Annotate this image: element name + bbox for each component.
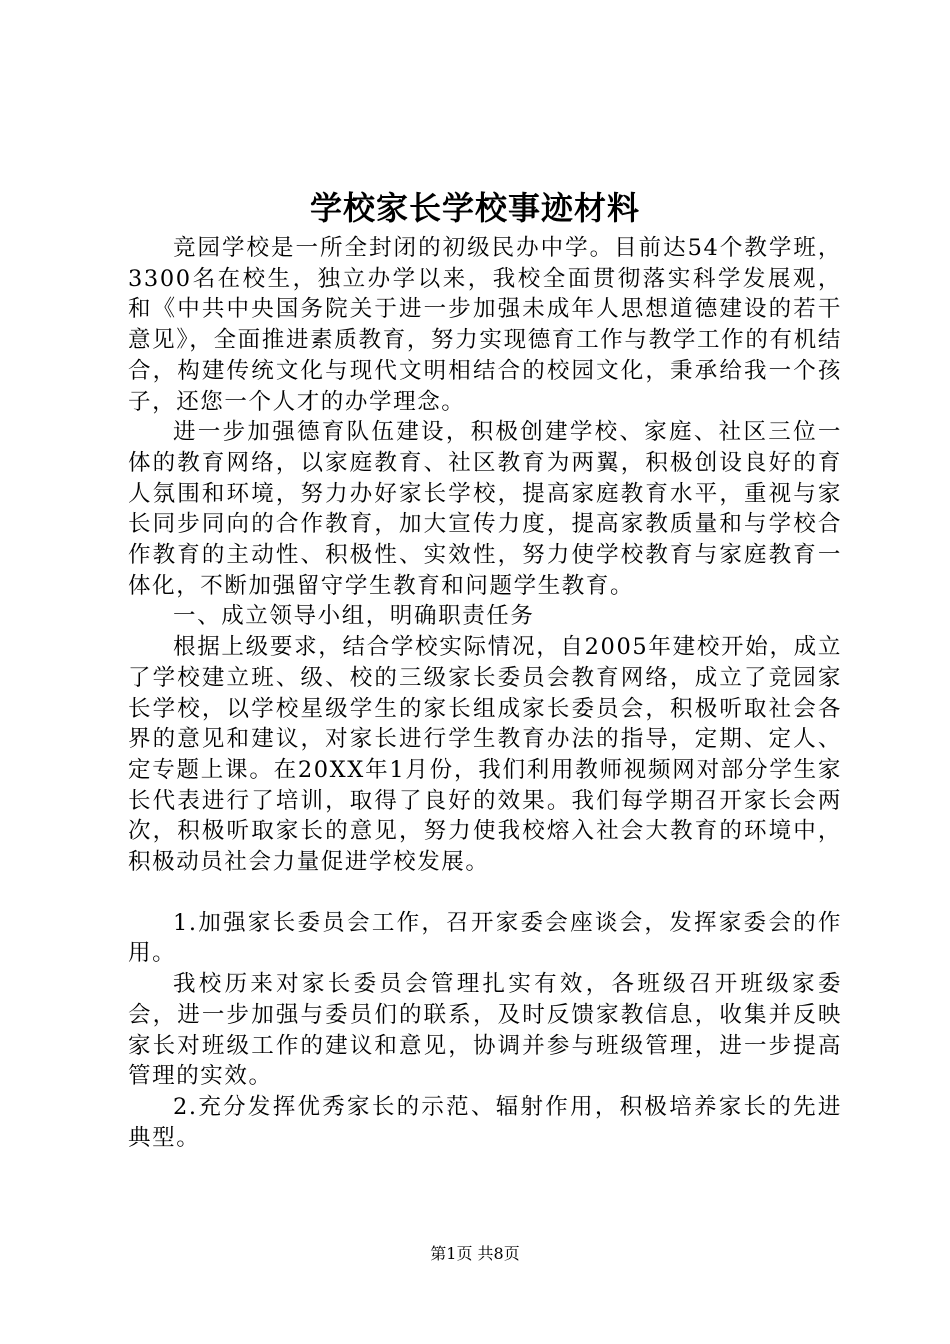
section-heading-leadership: 一、成立领导小组，明确职责任务: [173, 603, 535, 630]
list-item-committee-work: 1.加强家长委员会工作，召开家委会座谈会，发挥家委会的作用。: [128, 909, 842, 967]
page-number-footer: 第1页 共8页: [430, 1244, 520, 1263]
document-body: [128, 233, 842, 1153]
paragraph-spacer: [128, 878, 842, 908]
list-item-exemplary-parents: 2.充分发挥优秀家长的示范、辐射作用，积极培养家长的先进典型。: [128, 1093, 842, 1151]
paragraph-moral-education: 进一步加强德育队伍建设，积极创建学校、家庭、社区三位一体的教育网络，以家庭教育、社区教育为两翼，积极创设良好的育人氛围和环境，努力办好家长学校，提高家庭教育水平，重视与家长同步同向的合作教育，加大宣传力度，提高家教质量和与学校合作教育的主动性、积极性、实效性，努力使学校教育与家庭教育一体化，不断加强留守学生教育和问题学生教育。: [128, 419, 842, 599]
paragraph-parent-committee-network: 根据上级要求，结合学校实际情况，自2005年建校开始，成立了学校建立班、级、校的三级家长委员会教育网络，成立了竞园家长学校，以学校星级学生的家长组成家长委员会，积极听取社会各界的意见和建议，对家长进行学生教育办法的指导，定期、定人、定专题上课。在20XX年1月份，我们利用教师视频网对部分学生家长代表进行了培训，取得了良好的效果。我们每学期召开家长会两次，积极听取家长的意见，努力使我校熔入社会大教育的环境中，积极动员社会力量促进学校发展。: [128, 634, 842, 876]
paragraph-committee-management: 我校历来对家长委员会管理扎实有效，各班级召开班级家委会，进一步加强与委员们的联系，及时反馈家教信息，收集并反映家长对班级工作的建议和意见，协调并参与班级管理，进一步提高管理的实效。: [128, 971, 842, 1090]
paragraph-intro: 竞园学校是一所全封闭的初级民办中学。目前达54个教学班，3300名在校生，独立办学以来，我校全面贯彻落实科学发展观，和《中共中央国务院关于进一步加强未成年人思想道德建设的若干意见》，全面推进素质教育，努力实现德育工作与教学工作的有机结合，构建传统文化与现代文明相结合的校园文化，秉承给我一个孩子，还您一个人才的办学理念。: [128, 235, 842, 415]
document-title: 学校家长学校事迹材料: [309, 189, 640, 227]
